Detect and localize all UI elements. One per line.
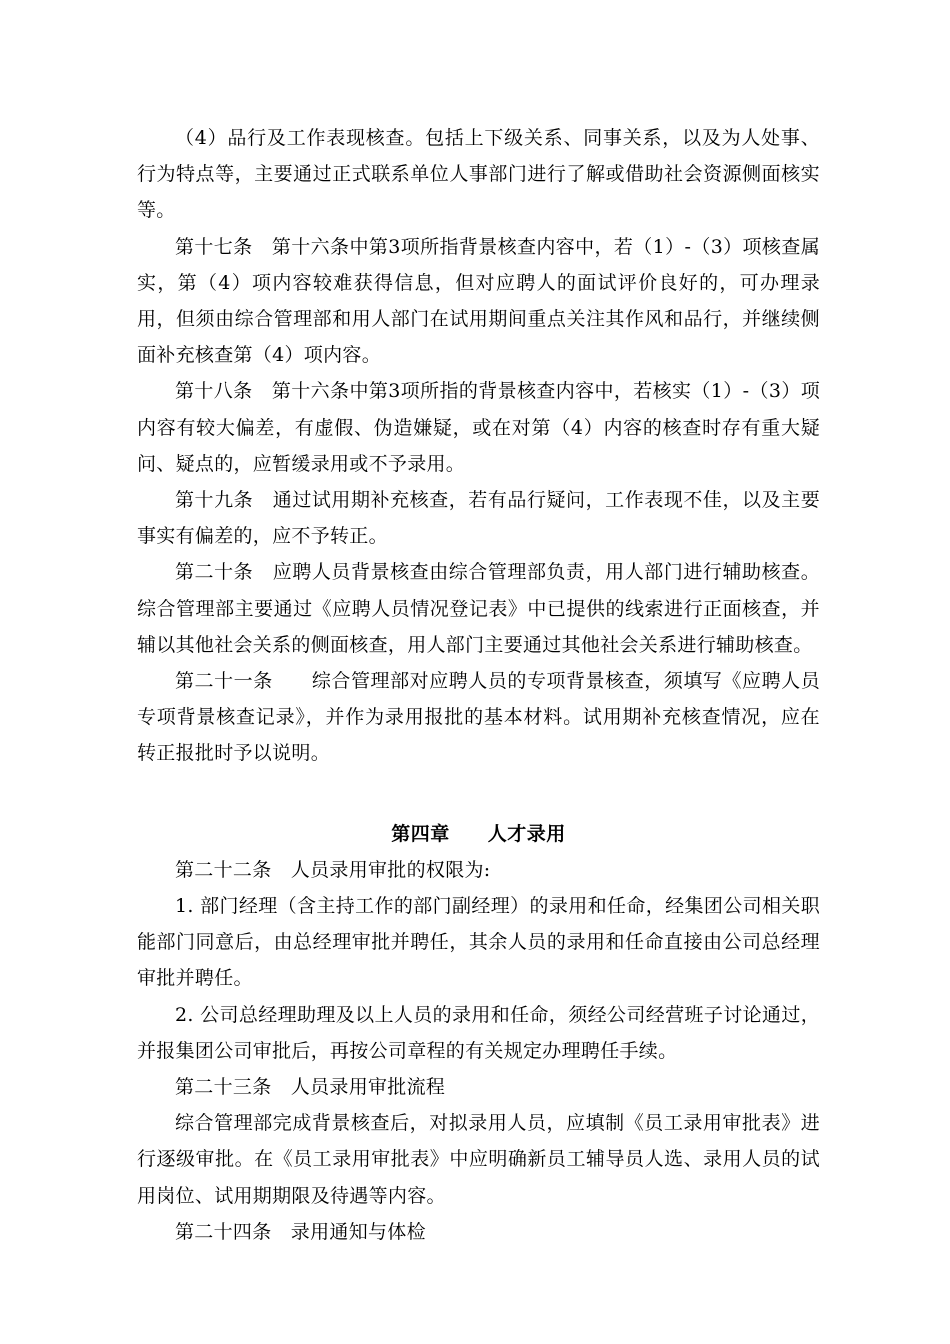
paragraph-article-22-item-2: 2. 公司总经理助理及以上人员的录用和任命，须经公司经营班子讨论通过，并报集团公司审批后，再按公司章程的有关规定办理聘任手续。 (137, 1003, 820, 1062)
paragraph-article-18: 第十八条 第十六条中第3项所指的背景核查内容中，若核实（1）-（3）项内容有较大偏差，有虚假、伪造嫌疑，或在对第（4）内容的核查时存有重大疑问、疑点的，应暂缓录用或不予录用。 (137, 380, 820, 475)
chapter-heading (137, 816, 820, 852)
paragraph-article-19: 第十九条 通过试用期补充核查，若有品行疑问，工作表现不佳，以及主要事实有偏差的，应不予转正。 (137, 489, 820, 548)
paragraph-article-21: 第二十一条 综合管理部对应聘人员的专项背景核查，须填写《应聘人员专项背景核查记录》，并作为录用报批的基本材料。试用期补充核查情况，应在转正报批时予以说明。 (137, 670, 820, 765)
chapter-title: 人才录用 (487, 822, 566, 845)
document-body (137, 120, 820, 1250)
chapter-number: 第四章 (391, 822, 450, 845)
paragraph-article-23: 第二十三条 人员录用审批流程 (175, 1076, 446, 1099)
paragraph-article-20: 第二十条 应聘人员背景核查由综合管理部负责，用人部门进行辅助核查。综合管理部主要通过《应聘人员情况登记表》中已提供的线索进行正面核查，并辅以其他社会关系的侧面核查，用人部门主要通过其他社会关系进行辅助核查。 (137, 561, 820, 656)
paragraph-item-4-character: （4）品行及工作表现核查。包括上下级关系、同事关系，以及为人处事、行为特点等，主要通过正式联系单位人事部门进行了解或借助社会资源侧面核实等。 (137, 127, 820, 222)
paragraph-article-22: 第二十二条 人员录用审批的权限为: (175, 858, 491, 881)
paragraph-article-22-item-1: 1. 部门经理（含主持工作的部门副经理）的录用和任命，经集团公司相关职能部门同意后，由总经理审批并聘任，其余人员的录用和任命直接由公司总经理审批并聘任。 (137, 895, 820, 990)
paragraph-article-23-body: 综合管理部完成背景核查后，对拟录用人员，应填制《员工录用审批表》进行逐级审批。在《员工录用审批表》中应明确新员工辅导员人选、录用人员的试用岗位、试用期期限及待遇等内容。 (137, 1112, 820, 1207)
paragraph-article-17: 第十七条 第十六条中第3项所指背景核查内容中，若（1）-（3）项核查属实，第（4）项内容较难获得信息，但对应聘人的面试评价良好的，可办理录用，但须由综合管理部和用人部门在试用期间重点关注其作风和品行，并继续侧面补充核查第（4）项内容。 (137, 235, 820, 367)
paragraph-article-24: 第二十四条 录用通知与体检 (175, 1220, 426, 1243)
